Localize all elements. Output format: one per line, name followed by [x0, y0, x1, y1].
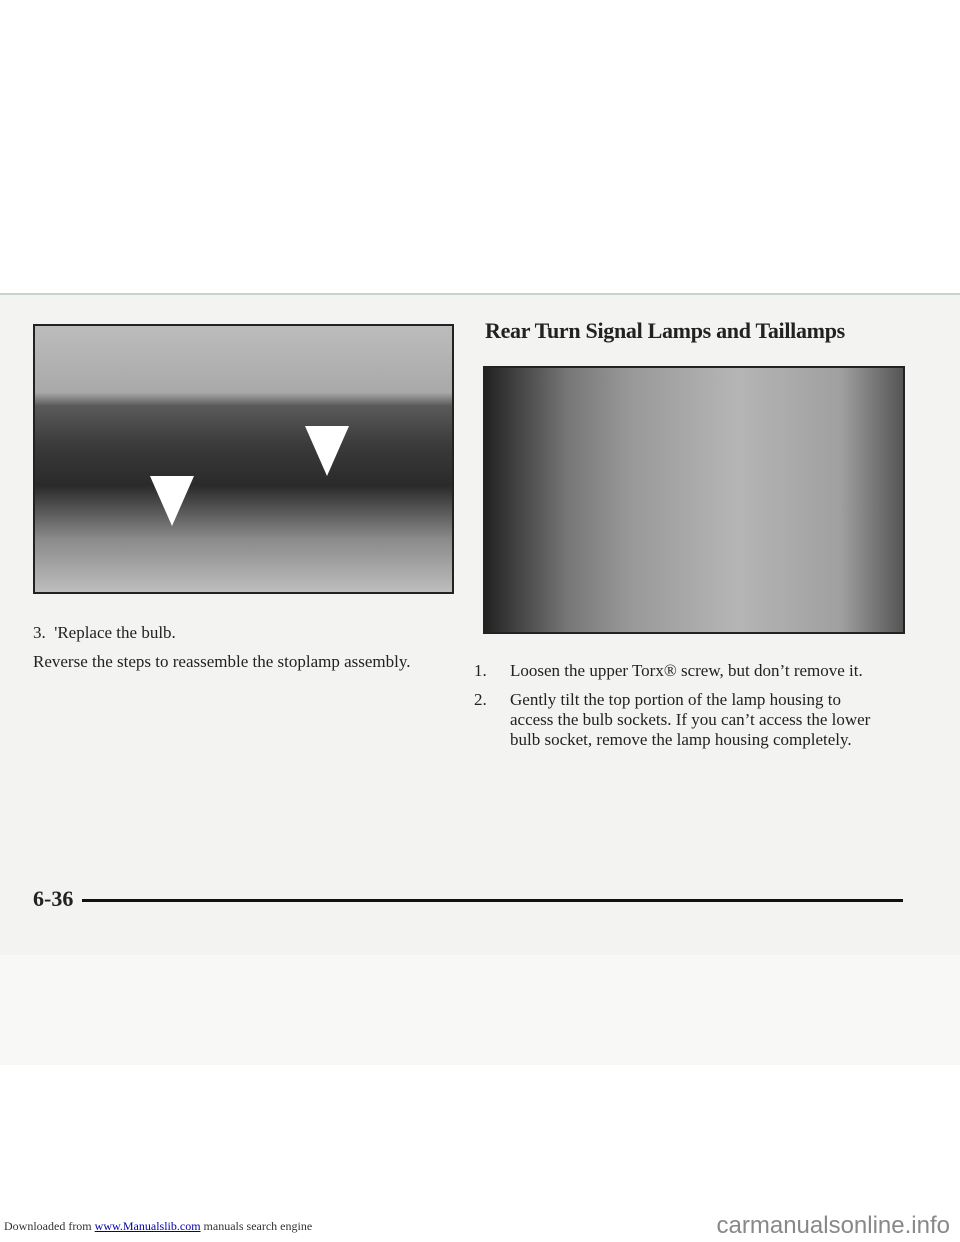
- page-margin: [0, 955, 960, 1065]
- page-number: 6-36: [33, 886, 74, 911]
- manualslib-link[interactable]: www.Manualslib.com: [94, 1219, 201, 1233]
- footer-prefix: Downloaded from: [4, 1219, 92, 1233]
- step-1-text: Loosen the upper Torx® screw, but don’t remove it.: [510, 661, 863, 680]
- step-1-number: 1.: [474, 661, 487, 680]
- step-3-text: 'Replace the bulb.: [54, 623, 176, 642]
- step-2-line: Gently tilt the top portion of the lamp housing to: [510, 690, 841, 709]
- footer-suffix: manuals search engine: [203, 1219, 313, 1233]
- step-3-number: 3.: [33, 623, 46, 642]
- footer-rule: [82, 899, 903, 902]
- step-2-number: 2.: [474, 690, 487, 709]
- arrow-down-icon: [150, 476, 194, 526]
- step-2-line: access the bulb sockets. If you can’t access the lower: [510, 710, 871, 729]
- reverse-instruction: Reverse the steps to reassemble the stoplamp assembly.: [33, 652, 411, 671]
- section-heading: Rear Turn Signal Lamps and Taillamps: [485, 318, 845, 343]
- download-footer: [4, 1219, 312, 1234]
- step-3: [33, 623, 176, 643]
- arrow-down-icon: [305, 426, 349, 476]
- stoplamp-photo: [33, 324, 454, 594]
- brand-watermark: carmanualsonline.info: [716, 1212, 950, 1239]
- taillamp-photo: [483, 366, 905, 634]
- step-2-line: bulb socket, remove the lamp housing completely.: [510, 730, 852, 749]
